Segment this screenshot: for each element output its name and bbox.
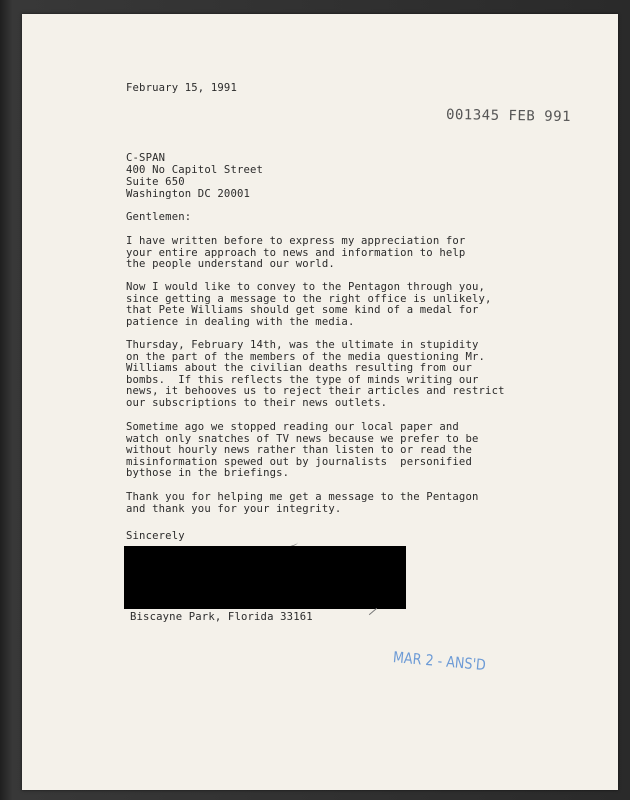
salutation: Gentlemen: xyxy=(126,211,192,223)
paragraph-line: patience in dealing with the media. xyxy=(126,315,355,328)
paragraph-5 xyxy=(126,492,526,515)
paragraph-line: and thank you for your integrity. xyxy=(126,502,342,515)
paragraph-4 xyxy=(126,422,526,480)
closing: Sincerely xyxy=(126,530,185,542)
paragraph-2 xyxy=(126,282,526,328)
paragraph-line: bythose in the briefings. xyxy=(126,467,290,480)
redaction-block xyxy=(124,546,406,609)
paragraph-line: news, it behooves us to reject their articles and restrict xyxy=(126,385,505,398)
answered-stamp: MAR 2 - ANS'D xyxy=(392,648,487,675)
paragraph-line: Now I would like to convey to the Pentagon through you, xyxy=(126,281,486,293)
paragraph-line: our subscriptions to their news outlets. xyxy=(126,396,388,409)
paragraph-line: that Pete Williams should get some kind of a medal for xyxy=(126,304,479,317)
paragraph-line: your entire approach to news and information to help xyxy=(126,246,466,259)
recipient-line-4: Washington DC 20001 xyxy=(126,188,251,200)
paragraph-line: Thank you for helping me get a message to the Pentagon xyxy=(126,491,479,503)
paragraph-line: bombs. If this reflects the type of minds writing our xyxy=(126,373,479,386)
paragraph-line: without hourly news rather than listen to or read the xyxy=(126,444,472,457)
paragraph-line: Sometime ago we stopped reading our local paper and xyxy=(126,421,459,433)
paragraph-line: Thursday, February 14th, was the ultimate in stupidity xyxy=(126,339,479,351)
paragraph-line: the people understand our world. xyxy=(126,258,335,271)
paragraph-3 xyxy=(126,340,526,410)
recipient-line-3: Suite 650 xyxy=(126,176,185,188)
paragraph-line: Williams about the civilian deaths resulting from our xyxy=(126,362,472,375)
paragraph-line: on the part of the members of the media questioning Mr. xyxy=(126,350,486,363)
paragraph-1 xyxy=(126,236,526,271)
recipient-line-2: 400 No Capitol Street xyxy=(126,164,264,176)
paragraph-line: watch only snatches of TV news because we prefer to be xyxy=(126,432,479,445)
paragraph-line: since getting a message to the right office is unlikely, xyxy=(126,292,492,305)
received-stamp: 001345 FEB 991 xyxy=(445,106,572,126)
paragraph-line: misinformation spewed out by journalists personified xyxy=(126,455,472,468)
paragraph-line: I have written before to express my appreciation for xyxy=(126,235,466,247)
sender-location: Biscayne Park, Florida 33161 xyxy=(130,611,313,623)
letter-date: February 15, 1991 xyxy=(126,82,237,94)
recipient-line-1: C-SPAN xyxy=(126,152,166,164)
